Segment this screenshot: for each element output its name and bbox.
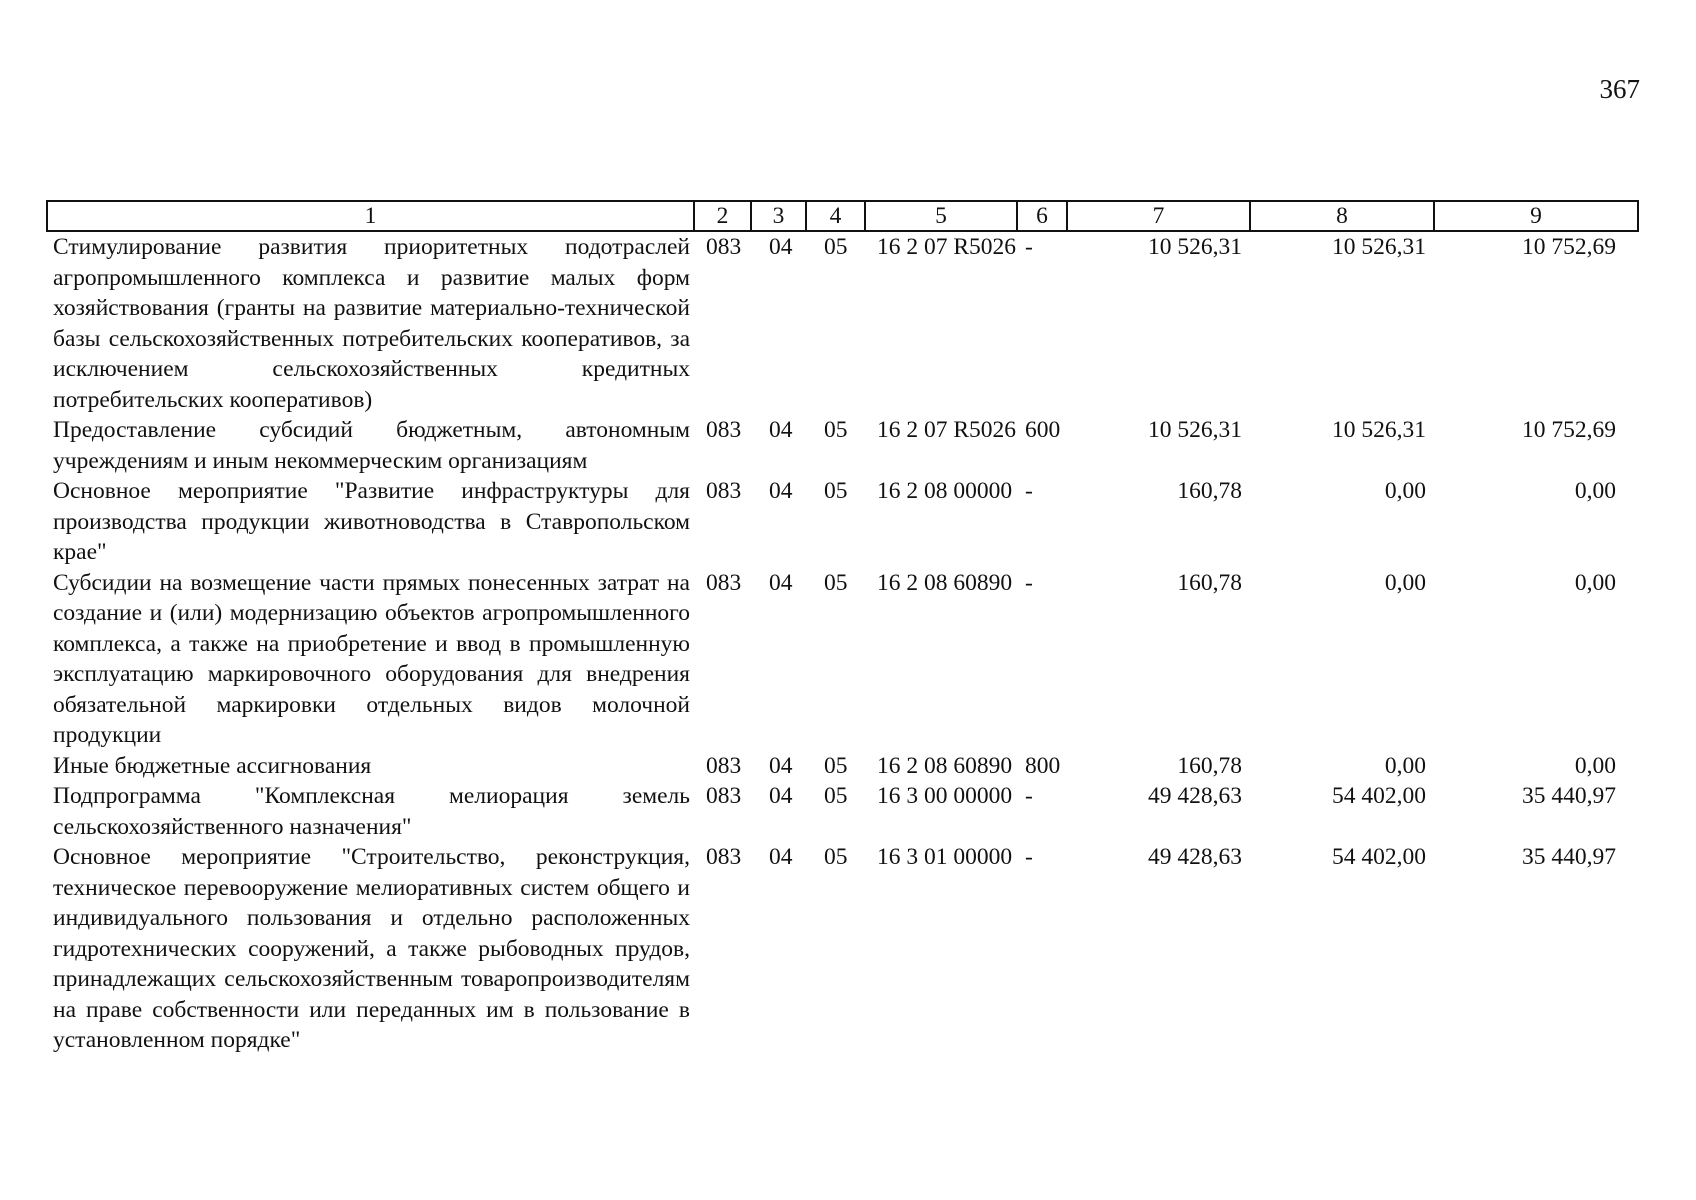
- cell-col-9: 0,00: [1574, 752, 1616, 779]
- cell-col-8: 10 526,31: [1332, 417, 1426, 443]
- cell-col-3: 04: [769, 417, 793, 443]
- cell-col-7: 10 526,31: [1148, 417, 1242, 443]
- table-row: [47, 476, 1638, 568]
- row-description: Основное мероприятие "Развитие инфраструктуры для производства продукции животноводства в Ставропольском крае": [53, 478, 690, 565]
- cell-col-5: 16 3 00 00000: [877, 783, 1013, 809]
- cell-col-6: -: [1025, 783, 1033, 809]
- row-description: Предоставление субсидий бюджетным, автономным учреждениям и иным некоммерческим организациям: [53, 417, 690, 474]
- cell-col-4: 05: [824, 752, 848, 779]
- table-row: [47, 231, 1638, 415]
- cell-col-5: 16 2 07 R5026: [877, 234, 1017, 260]
- cell-col-6: -: [1025, 234, 1033, 260]
- row-description: Субсидии на возмещение части прямых понесенных затрат на создание и (или) модернизацию объектов агропромышленного комплекса, а также на приобретение и ввод в промышленную эксплуатацию маркировочного оборудования для внедрения обязательной маркировки отдельных видов молочной продукции: [53, 569, 690, 748]
- row-description: Стимулирование развития приоритетных подотраслей агропромышленного комплекса и развитие малых форм хозяйствования (гранты на развитие материально-технической базы сельскохозяйственных потребительских кооперативов, за исключением сельскохозяйственных кредитных потребительских кооперативов): [53, 234, 690, 413]
- cell-col-8: 0,00: [1384, 569, 1426, 596]
- cell-col-2: 083: [706, 234, 742, 260]
- cell-col-9: 35 440,97: [1522, 844, 1616, 870]
- column-header-2: 2: [694, 201, 751, 231]
- row-description: Иные бюджетные ассигнования: [53, 752, 372, 779]
- cell-col-3: 04: [769, 234, 793, 260]
- cell-col-8: 0,00: [1384, 752, 1426, 779]
- row-description: Подпрограмма "Комплексная мелиорация земель сельскохозяйственного назначения": [53, 783, 690, 840]
- cell-col-9: 0,00: [1574, 478, 1616, 504]
- cell-col-7: 49 428,63: [1148, 844, 1242, 870]
- cell-col-2: 083: [706, 844, 742, 870]
- cell-col-2: 083: [706, 417, 742, 443]
- budget-table: [46, 200, 1639, 1056]
- cell-col-4: 05: [824, 478, 848, 504]
- cell-col-8: 54 402,00: [1332, 844, 1426, 870]
- table-header-row: [47, 201, 1638, 231]
- cell-col-6: 600: [1025, 417, 1061, 443]
- cell-col-7: 49 428,63: [1148, 783, 1242, 809]
- cell-col-3: 04: [769, 844, 793, 870]
- cell-col-9: 10 752,69: [1522, 417, 1616, 443]
- table-row: [47, 781, 1638, 842]
- cell-col-3: 04: [769, 478, 793, 504]
- cell-col-5: 16 2 08 60890: [877, 569, 1013, 596]
- cell-col-7: 160,78: [1177, 478, 1242, 504]
- cell-col-5: 16 2 08 60890: [877, 752, 1013, 779]
- cell-col-6: -: [1025, 569, 1033, 596]
- column-header-3: 3: [751, 201, 806, 231]
- table-row: [47, 415, 1638, 476]
- cell-col-4: 05: [824, 844, 848, 870]
- column-header-6: 6: [1017, 201, 1067, 231]
- cell-col-2: 083: [706, 478, 742, 504]
- column-header-9: 9: [1434, 201, 1638, 231]
- cell-col-9: 35 440,97: [1522, 783, 1616, 809]
- table-row: [47, 751, 1638, 782]
- cell-col-5: 16 2 07 R5026: [877, 417, 1017, 443]
- cell-col-2: 083: [706, 569, 742, 596]
- cell-col-4: 05: [824, 783, 848, 809]
- cell-col-7: 10 526,31: [1148, 234, 1242, 260]
- cell-col-6: -: [1025, 844, 1033, 870]
- cell-col-4: 05: [824, 569, 848, 596]
- column-header-4: 4: [806, 201, 865, 231]
- table-row: [47, 568, 1638, 751]
- column-header-5: 5: [865, 201, 1017, 231]
- column-header-8: 8: [1250, 201, 1434, 231]
- page-number: 367: [1599, 74, 1640, 104]
- cell-col-2: 083: [706, 783, 742, 809]
- cell-col-4: 05: [824, 234, 848, 260]
- cell-col-8: 0,00: [1384, 478, 1426, 504]
- cell-col-6: 800: [1025, 752, 1061, 779]
- cell-col-2: 083: [706, 752, 742, 779]
- row-description: Основное мероприятие "Строительство, реконструкция, техническое перевооружение мелиоративных систем общего и индивидуального пользования и отдельно расположенных гидротехнических сооружений, а также рыбоводных прудов, принадлежащих сельскохозяйственным товаропроизводителям на праве собственности или переданных им в пользование в установленном порядке": [53, 844, 690, 1053]
- cell-col-9: 0,00: [1574, 569, 1616, 596]
- cell-col-7: 160,78: [1177, 752, 1242, 779]
- cell-col-3: 04: [769, 569, 793, 596]
- cell-col-8: 54 402,00: [1332, 783, 1426, 809]
- cell-col-9: 10 752,69: [1522, 234, 1616, 260]
- cell-col-3: 04: [769, 752, 793, 779]
- cell-col-5: 16 2 08 00000: [877, 478, 1013, 504]
- cell-col-3: 04: [769, 783, 793, 809]
- column-header-7: 7: [1067, 201, 1250, 231]
- cell-col-7: 160,78: [1177, 569, 1242, 596]
- table-row: [47, 842, 1638, 1056]
- cell-col-4: 05: [824, 417, 848, 443]
- cell-col-5: 16 3 01 00000: [877, 844, 1013, 870]
- cell-col-8: 10 526,31: [1332, 234, 1426, 260]
- cell-col-6: -: [1025, 478, 1033, 504]
- column-header-1: 1: [47, 201, 694, 231]
